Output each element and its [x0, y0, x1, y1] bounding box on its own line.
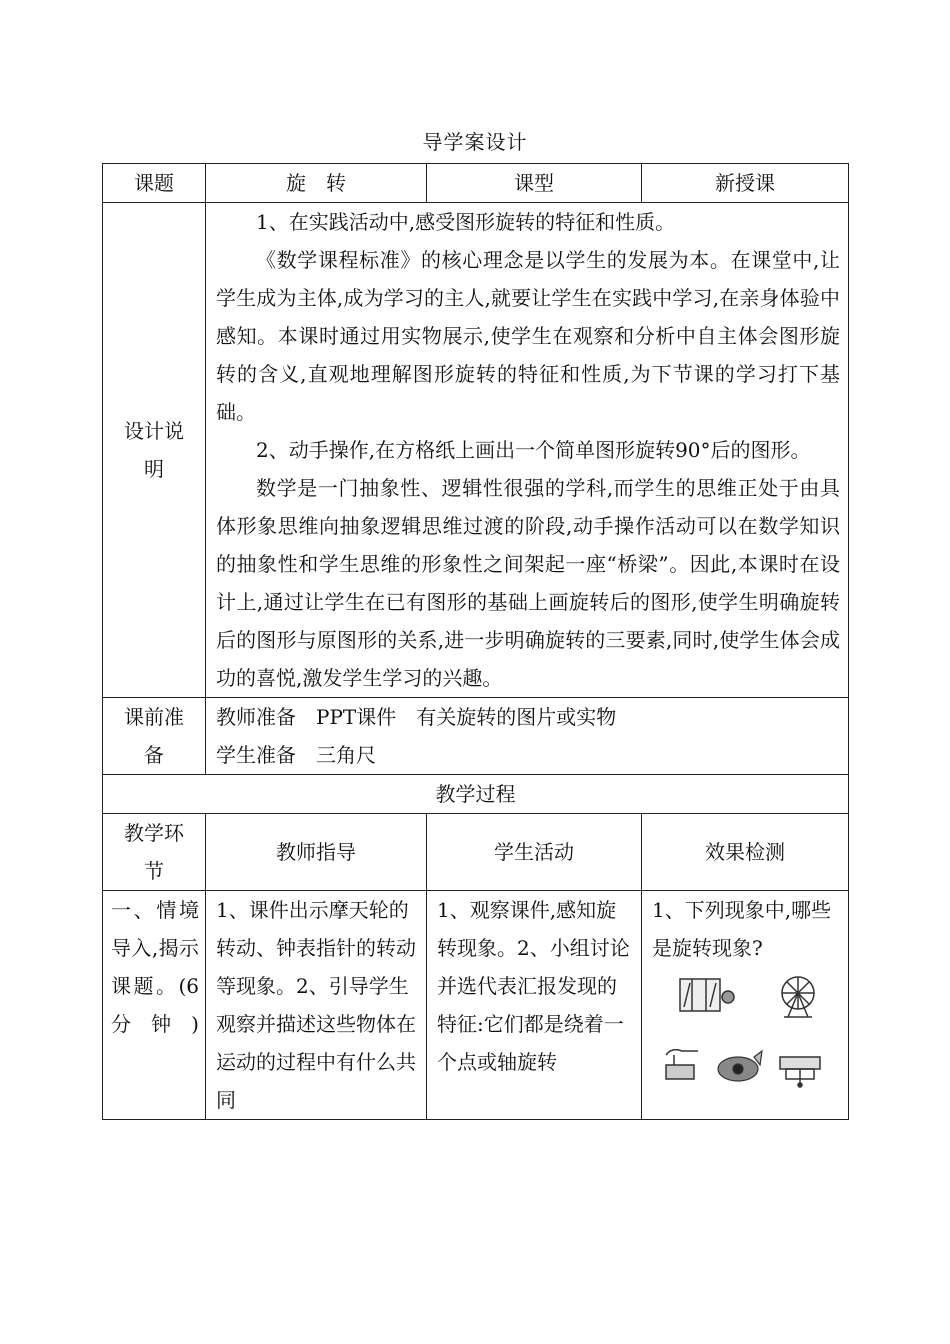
ferris-wheel-icon: [782, 977, 814, 1017]
col-teacher: 教师指导: [206, 814, 427, 891]
design-paragraph: 数学是一门抽象性、逻辑性很强的学科,而学生的思维正处于由具体形象思维向抽象逻辑思维过渡的阶段,动手操作活动可以在数学知识的抽象性和学生思维的形象性之间架起一座“桥梁”。因此,本课时在设计上,通过让学生在已有图形的基础上画旋转后的图形,使学生明确旋转后的图形与原图形的关系,进一步明确旋转的三要素,同时,使学生体会成功的喜悦,激发学生学习的兴趣。: [216, 476, 840, 690]
fan-icon: [718, 1051, 762, 1081]
design-paragraph: 《数学课程标准》的核心理念是以学生的发展为本。在课堂中,让学生成为主体,成为学习的主人,就要让学生在实践中学习,在亲身体验中感知。本课时通过用实物展示,使学生在观察和分析中自主体会图形旋转的含义,直观地理解图形旋转的特征和性质,为下节课的学习打下基础。: [216, 248, 840, 424]
teacher-text: 1、课件出示摩天轮的转动、钟表指针的转动等现象。2、引导学生观察并描述这些物体在运动的过程中有什么共同: [216, 898, 416, 1112]
process-header-row: [103, 814, 849, 891]
stage-cell: [103, 891, 206, 1120]
student-prep: 学生准备 三角尺: [216, 743, 376, 767]
header-row: [103, 164, 849, 203]
design-row: [103, 203, 849, 698]
type-value: 新授课: [642, 164, 849, 203]
col-stage: 教学环节: [103, 814, 206, 891]
rotation-examples-image: [658, 971, 828, 1091]
faucet-icon: [666, 1050, 698, 1079]
drawer-icon: [780, 1057, 820, 1087]
process-row: [103, 891, 849, 1120]
col-student: 学生活动: [427, 814, 642, 891]
teacher-cell: [206, 891, 427, 1120]
process-title-row: [103, 775, 849, 814]
type-label: 课型: [427, 164, 642, 203]
prep-content: [206, 698, 849, 775]
lesson-plan-table: [102, 163, 849, 1120]
topic-value: 旋 转: [206, 164, 427, 203]
design-label: 设计说明: [103, 203, 206, 698]
stage-text: 一、情境导入,揭示课题。(6分钟): [111, 898, 199, 1036]
col-effect: 效果检测: [642, 814, 849, 891]
design-content: [206, 203, 849, 698]
effect-cell: [642, 891, 849, 1120]
prep-row: [103, 698, 849, 775]
effect-text: 1、下列现象中,哪些是旋转现象?: [652, 898, 832, 960]
process-title: 教学过程: [103, 775, 849, 814]
topic-label: 课题: [103, 164, 206, 203]
student-cell: [427, 891, 642, 1120]
teacher-prep: 教师准备 PPT课件 有关旋转的图片或实物: [216, 705, 617, 729]
student-text: 1、观察课件,感知旋转现象。2、小组讨论并选代表汇报发现的特征:它们都是绕着一个点或轴旋转: [437, 898, 630, 1074]
prep-label: 课前准备: [103, 698, 206, 775]
window-icon: [680, 979, 734, 1011]
design-paragraph: 2、动手操作,在方格纸上画出一个简单图形旋转90°后的图形。: [256, 438, 811, 462]
document-title: 导学案设计: [422, 130, 528, 154]
design-paragraph: 1、在实践活动中,感受图形旋转的特征和性质。: [256, 210, 676, 234]
